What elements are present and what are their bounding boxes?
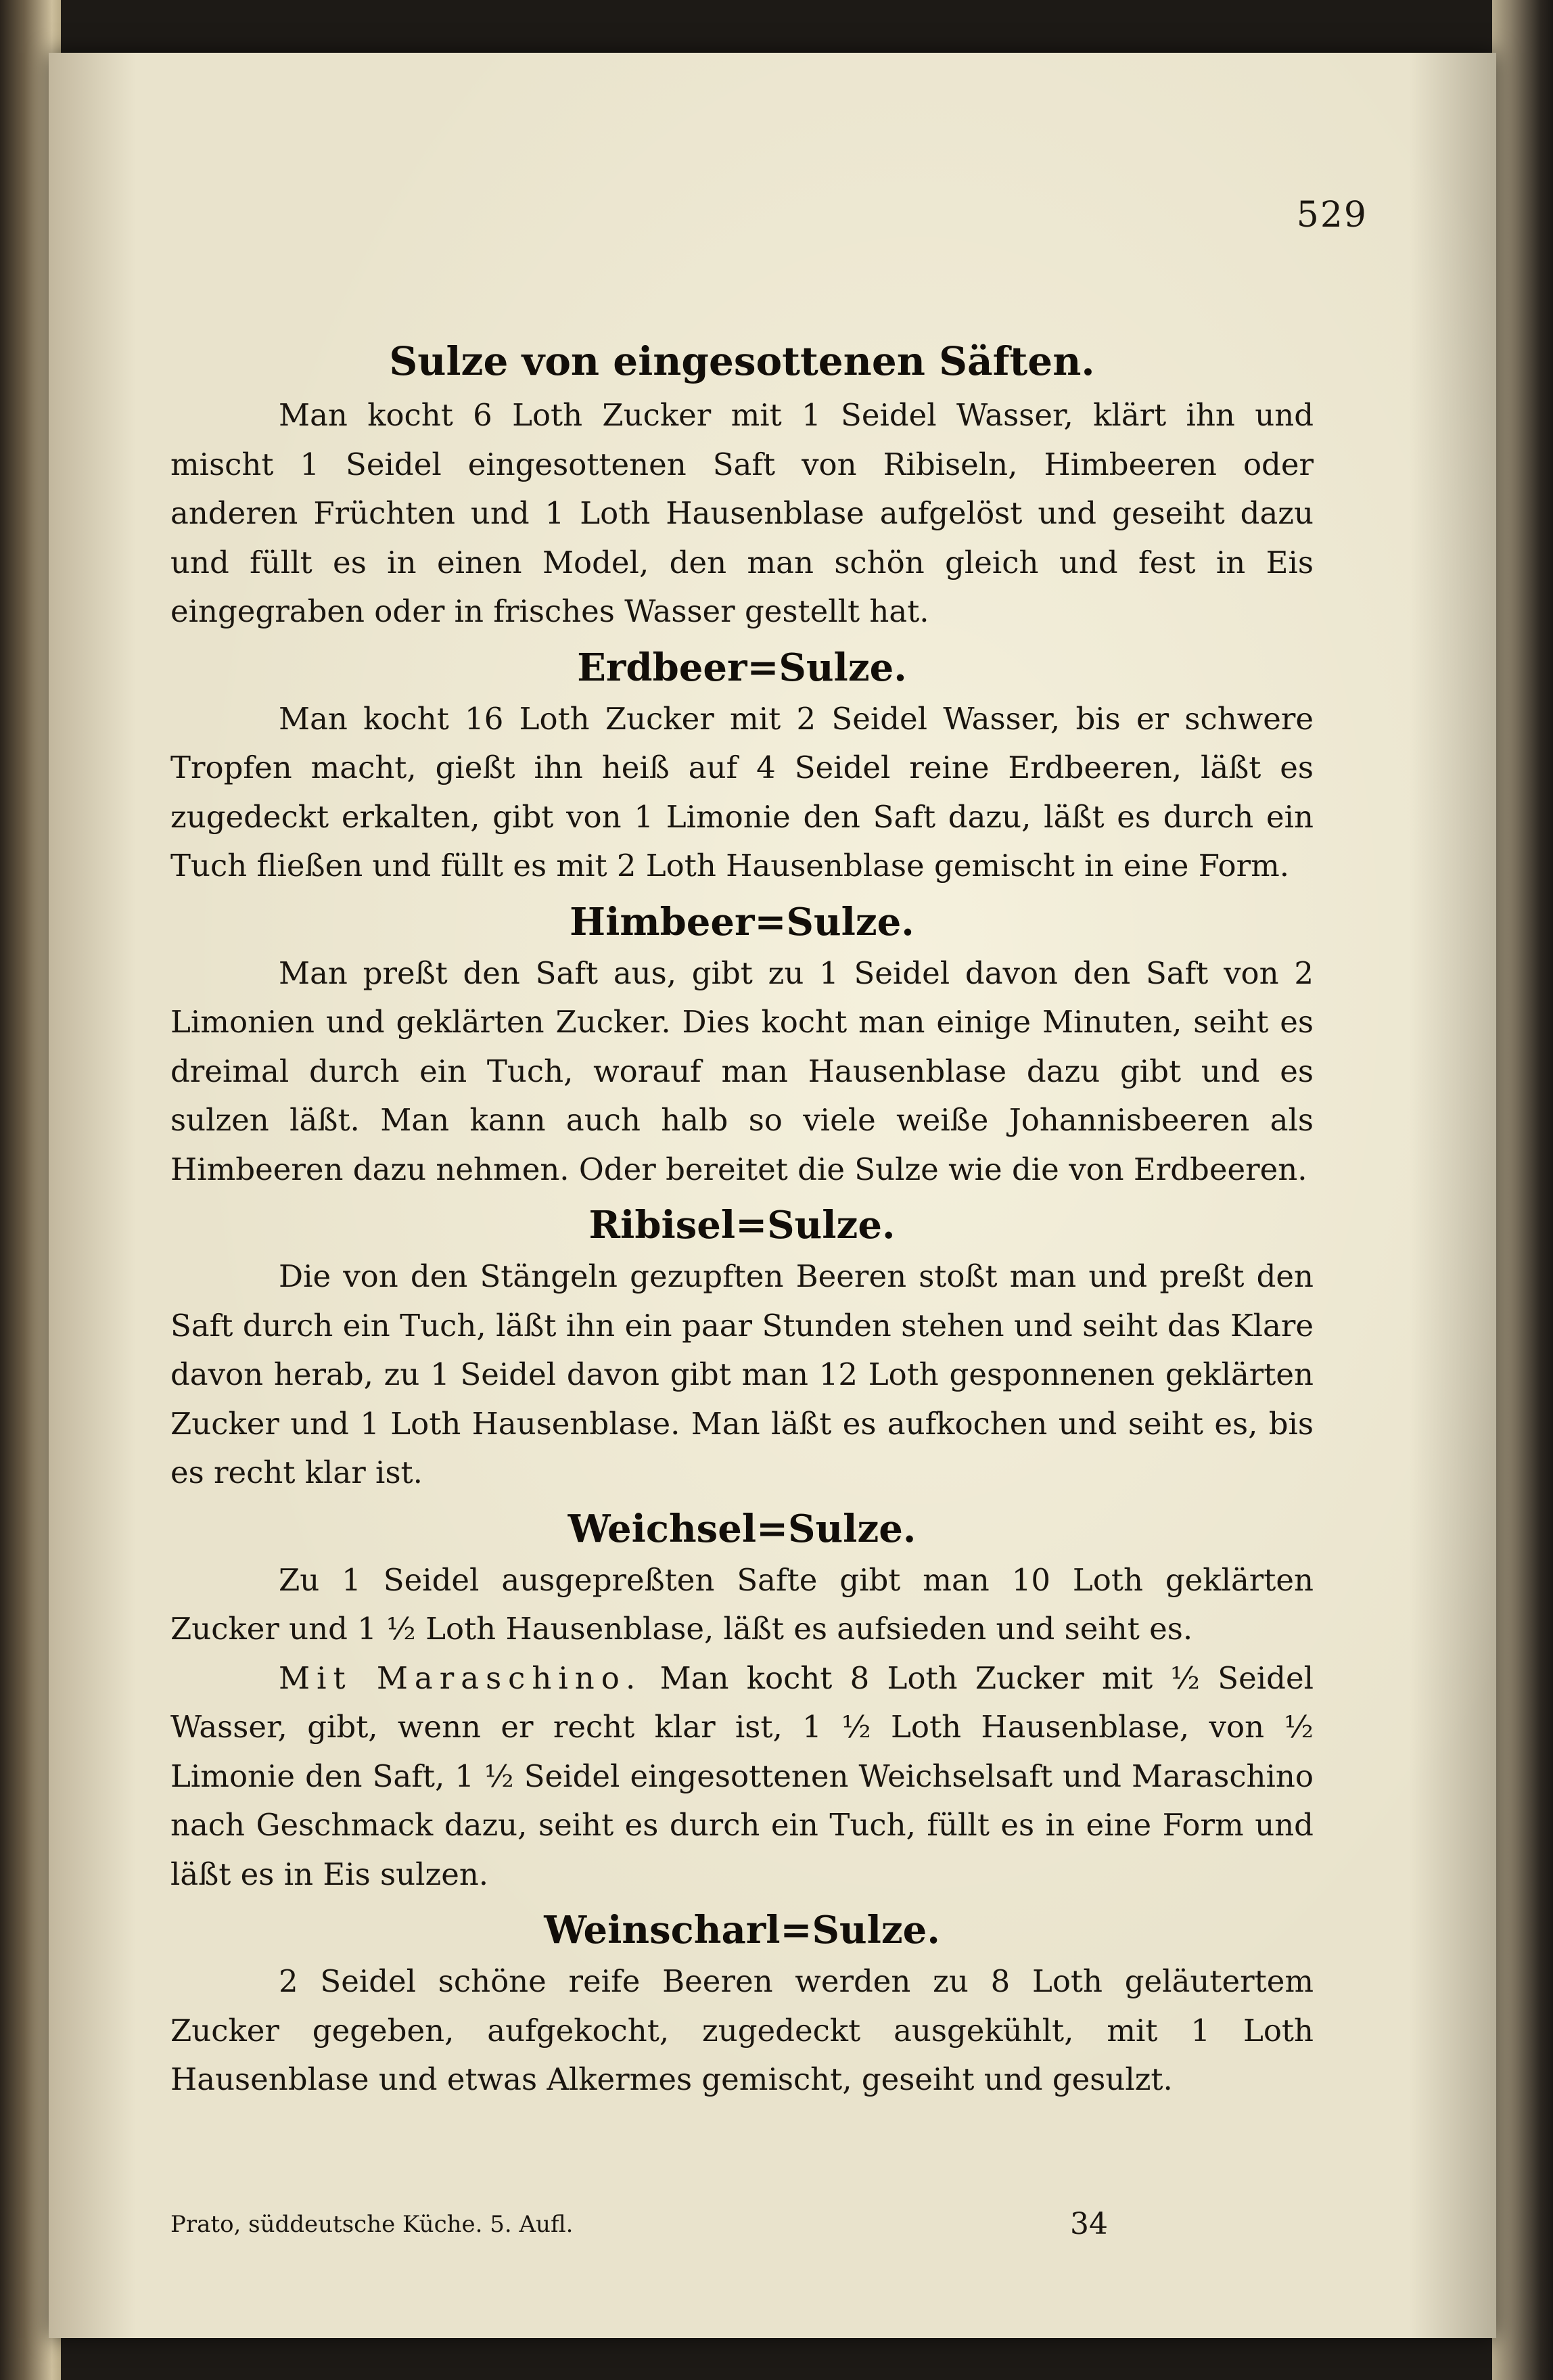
recipe-ribisel-sulze: [170, 1199, 1314, 1498]
recipe-title: Erdbeer=Sulze.: [577, 645, 907, 690]
recipe-weichsel-sulze: [170, 1503, 1314, 1900]
sheet-signature: 34: [1070, 2207, 1108, 2241]
recipe-sulze-von-eingesottenen-saeften: [170, 337, 1314, 637]
recipe-himbeer-sulze: [170, 896, 1314, 1195]
page-footer: [170, 2207, 1314, 2251]
recipe-text: Die von den Stängeln gezupften Beeren stoßt man und preßt den Saft durch ein Tuch, läßt ihn ein paar Stunden stehen und seiht das Klare davon herab, zu 1 Seidel davon gibt man 12 Loth gesponnenen geklärten Zucker und 1 Loth Hausenblase. Man läßt es aufkochen und seiht es, bis es recht klar ist.: [170, 1258, 1314, 1490]
page-number: 529: [1296, 195, 1368, 235]
recipe-title: Himbeer=Sulze.: [570, 899, 914, 944]
footer-source: Prato, süddeutsche Küche. 5. Aufl.: [170, 2211, 574, 2238]
recipe-variant: [170, 1654, 1314, 1900]
recipe-text: Man kocht 6 Loth Zucker mit 1 Seidel Wasser, klärt ihn und mischt 1 Seidel eingesottenen Saft von Ribiseln, Himbeeren oder anderen Früchten und 1 Loth Hausenblase aufgelöst und geseiht dazu und füllt es in einen Model, den man schön gleich und fest in Eis eingegraben oder in frisches Wasser gestellt hat.: [170, 397, 1314, 629]
recipe-weinscharl-sulze: [170, 1904, 1314, 2105]
recipe-erdbeer-sulze: [170, 642, 1314, 891]
variant-text: Man kocht 8 Loth Zucker mit ½ Seidel Wasser, gibt, wenn er recht klar ist, 1 ½ Loth Hausenblase, von ½ Limonie den Saft, 1 ½ Seidel eingesottenen Weichselsaft und Maraschino nach Geschmack dazu, seiht es durch ein Tuch, füllt es in eine Form und läßt es in Eis sulzen.: [170, 1660, 1314, 1892]
recipe-title: Sulze von eingesottenen Säften.: [389, 338, 1095, 384]
recipe-text: Man kocht 16 Loth Zucker mit 2 Seidel Wasser, bis er schwere Tropfen macht, gießt ihn heiß auf 4 Seidel reine Erdbeeren, läßt es zugedeckt erkalten, gibt von 1 Limonie den Saft dazu, läßt es durch ein Tuch fließen und füllt es mit 2 Loth Hausenblase gemischt in eine Form.: [170, 700, 1314, 884]
book-right-edge: [1492, 0, 1553, 2380]
recipe-text: 2 Seidel schöne reife Beeren werden zu 8 Loth geläutertem Zucker gegeben, aufgekocht, zugedeckt ausgekühlt, mit 1 Loth Hausenblase und etwas Alkermes gemischt, geseiht und gesulzt.: [170, 1963, 1314, 2097]
variant-label: Mit Maraschino.: [279, 1660, 643, 1696]
recipe-text: Man preßt den Saft aus, gibt zu 1 Seidel davon den Saft von 2 Limonien und geklärten Zucker. Dies kocht man einige Minuten, seiht es dreimal durch ein Tuch, worauf man Hausenblase dazu gibt und es sulzen läßt. Man kann auch halb so viele weiße Johannisbeeren als Himbeeren dazu nehmen. Oder bereitet die Sulze wie die von Erdbeeren.: [170, 955, 1314, 1187]
page-content: [170, 337, 1314, 2105]
book-page: [49, 53, 1496, 2338]
recipe-title: Weinscharl=Sulze.: [544, 1908, 940, 1952]
recipe-title: Ribisel=Sulze.: [588, 1203, 896, 1248]
recipe-title: Weichsel=Sulze.: [567, 1506, 917, 1551]
recipe-text: Zu 1 Seidel ausgepreßten Safte gibt man 10 Loth geklärten Zucker und 1 ½ Loth Hausenblase, läßt es aufsieden und seiht es.: [170, 1561, 1314, 1647]
